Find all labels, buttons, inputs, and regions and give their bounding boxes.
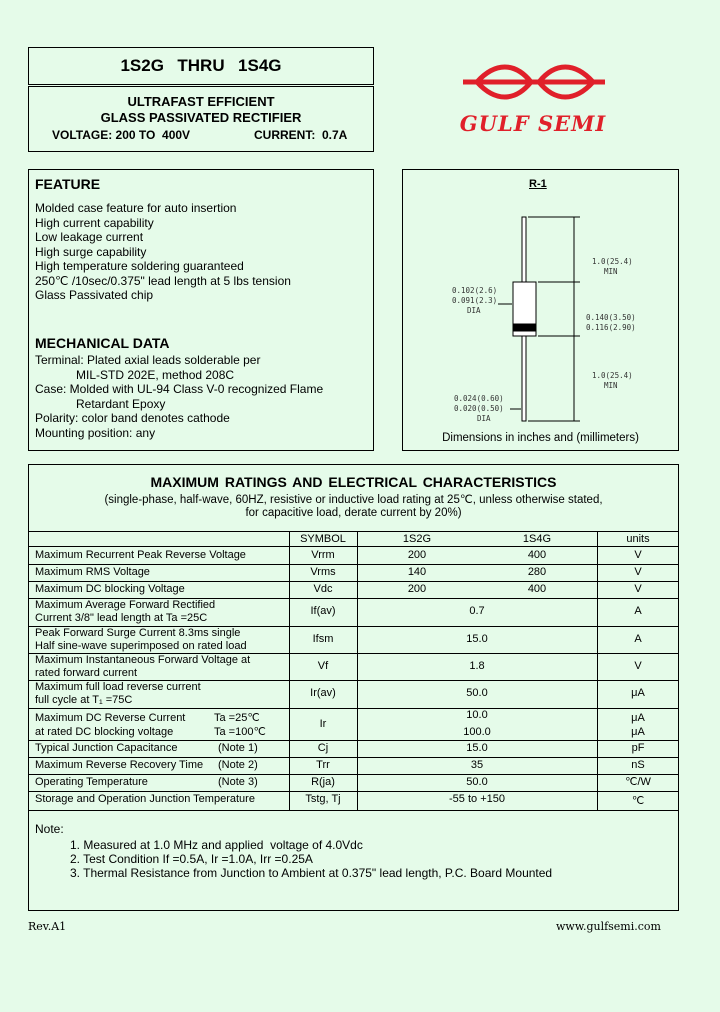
table-row-condition: (Note 3)	[218, 776, 258, 788]
mechanical-item: Mounting position: any	[35, 426, 156, 440]
ratings-title: MAXIMUM RATINGS AND ELECTRICAL CHARACTERISTICS	[150, 474, 557, 490]
table-rule	[28, 791, 679, 792]
table-row-value-1s4g: 280	[527, 566, 547, 578]
table-row-symbol: Tstg, Tj	[305, 793, 341, 805]
table-row-value-1s2g: 140	[407, 566, 427, 578]
table-row-symbol: Vrrm	[311, 549, 335, 561]
col-header-1s4g: 1S4G	[522, 533, 552, 545]
table-row-param: Peak Forward Surge Current 8.3ms single	[35, 627, 241, 639]
dim-lead-bottom-length: 1.0(25.4)	[592, 371, 633, 380]
table-row-param: Maximum RMS Voltage	[35, 566, 150, 578]
table-row-param: Current 3/8" lead length at Ta =25C	[35, 612, 208, 624]
table-row-param: Maximum Recurrent Peak Reverse Voltage	[35, 549, 246, 561]
table-row-symbol: Cj	[317, 742, 329, 754]
table-rule	[28, 757, 679, 758]
table-row-value-1s2g: 200	[407, 549, 427, 561]
table-rule	[28, 740, 679, 741]
dim-lead-dia-max: 0.024(0.60)	[454, 394, 504, 403]
note-item: 2. Test Condition If =0.5A, Ir =1.0A, Irr =0.25A	[70, 852, 313, 866]
revision-label: Rev.A1	[28, 920, 67, 933]
table-row-unit: V	[634, 549, 642, 561]
table-row-symbol: Vdc	[313, 583, 333, 595]
table-row-unit: A	[634, 605, 642, 617]
feature-item: High surge capability	[35, 245, 147, 259]
notes-heading: Note:	[35, 822, 64, 836]
feature-item: Glass Passivated chip	[35, 288, 154, 302]
table-row-value-1s4g: 400	[527, 549, 547, 561]
logo-text: GULF SEMI	[459, 111, 607, 136]
table-row-value: 15.0	[466, 633, 488, 645]
table-row-unit: V	[634, 566, 642, 578]
table-row-param: full cycle at T₁ =75C	[35, 694, 133, 706]
table-row-unit: ℃	[631, 795, 645, 807]
table-row-condition: (Note 2)	[218, 759, 258, 771]
table-row-unit: V	[634, 660, 642, 672]
table-row-value: -55 to +150	[449, 793, 505, 805]
table-row-value: 15.0	[466, 742, 488, 754]
table-rule	[28, 531, 679, 532]
dim-lead-dia-label: DIA	[477, 414, 491, 423]
table-row-unit: μA	[631, 726, 645, 738]
col-header-units: units	[626, 533, 650, 545]
mechanical-item: Case: Molded with UL-94 Class V-0 recognized Flame	[35, 382, 324, 396]
dim-body-length-max: 0.140(3.50)	[586, 313, 636, 322]
table-row-unit: nS	[631, 759, 645, 771]
dim-body-dia-min: 0.091(2.3)	[452, 296, 498, 305]
col-header-symbol: SYMBOL	[300, 533, 346, 545]
table-rule	[28, 810, 679, 811]
table-row-symbol: R(ja)	[311, 776, 335, 788]
table-row-param: at rated DC blocking voltage	[35, 726, 174, 738]
table-row-condition: Ta =25℃	[214, 712, 260, 724]
table-row-condition: Ta =100℃	[214, 726, 266, 738]
ratings-note-2: for capacitive load, derate current by 20%)	[245, 507, 462, 519]
ratings-note-1: (single-phase, half-wave, 60HZ, resistive or inductive load rating at 25℃, unless otherwise stated,	[104, 494, 603, 506]
mechanical-item: MIL-STD 202E, method 208C	[76, 368, 235, 382]
table-rule	[28, 564, 679, 565]
mechanical-heading: MECHANICAL DATA	[35, 335, 170, 351]
note-item: 3. Thermal Resistance from Junction to Ambient at 0.375" lead length, P.C. Board Mounted	[70, 866, 553, 880]
table-row-param: Typical Junction Capacitance	[35, 742, 178, 754]
table-row-param: Maximum Average Forward Rectified	[35, 599, 216, 611]
table-row-unit: A	[634, 633, 642, 645]
table-row-value: 10.0	[466, 709, 488, 721]
note-item: 1. Measured at 1.0 MHz and applied voltage of 4.0Vdc	[70, 838, 363, 852]
table-row-symbol: Ifsm	[312, 633, 334, 645]
mechanical-item: Terminal: Plated axial leads solderable per	[35, 353, 261, 367]
table-row-value-1s4g: 400	[527, 583, 547, 595]
voltage-rating: VOLTAGE: 200 TO 400V	[52, 128, 191, 142]
table-row-param: Maximum full load reverse current	[35, 681, 201, 693]
table-row-symbol: Ir(av)	[310, 687, 336, 699]
table-row-param: Operating Temperature	[35, 776, 148, 788]
website-url[interactable]: www.gulfsemi.com	[556, 920, 661, 933]
subtitle-line-2: GLASS PASSIVATED RECTIFIER	[100, 110, 302, 125]
table-rule	[28, 546, 679, 547]
mechanical-item: Polarity: color band denotes cathode	[35, 411, 230, 425]
table-row-value: 50.0	[466, 776, 488, 788]
feature-item: Molded case feature for auto insertion	[35, 201, 237, 215]
package-name: R-1	[529, 178, 547, 190]
feature-item: High temperature soldering guaranteed	[35, 259, 244, 273]
feature-item: High current capability	[35, 216, 154, 230]
package-caption: Dimensions in inches and (millimeters)	[442, 432, 639, 444]
table-row-symbol: Trr	[316, 759, 330, 771]
table-row-param: Maximum DC Reverse Current	[35, 712, 186, 724]
table-row-param: Maximum Reverse Recovery Time	[35, 759, 204, 771]
table-row-symbol: Vrms	[310, 566, 336, 578]
table-row-value: 35	[470, 759, 484, 771]
dim-body-dia-label: DIA	[467, 306, 481, 315]
table-row-param: Maximum Instantaneous Forward Voltage at	[35, 654, 251, 666]
part-title: 1S2G THRU 1S4G	[120, 56, 282, 75]
table-row-symbol: If(av)	[310, 605, 336, 617]
feature-item: 250℃ /10sec/0.375" lead length at 5 lbs tension	[35, 274, 291, 288]
table-row-unit: μA	[631, 712, 645, 724]
table-row-param: Half sine-wave superimposed on rated load	[35, 640, 247, 652]
table-row-unit: V	[634, 583, 642, 595]
dim-lead-top-min: MIN	[604, 267, 618, 276]
subtitle-line-1: ULTRAFAST EFFICIENT	[127, 94, 275, 109]
table-row-condition: (Note 1)	[218, 742, 258, 754]
table-row-unit: μA	[631, 687, 645, 699]
table-row-value: 0.7	[469, 605, 485, 617]
table-row-symbol: Vf	[317, 660, 329, 672]
current-rating: CURRENT: 0.7A	[254, 128, 348, 142]
mechanical-item: Retardant Epoxy	[76, 397, 166, 411]
table-row-value: 100.0	[463, 726, 491, 738]
diode-outline-drawing	[402, 169, 679, 451]
table-row-value: 50.0	[466, 687, 488, 699]
table-rule	[28, 774, 679, 775]
table-row-param: Storage and Operation Junction Temperature	[35, 793, 255, 805]
table-row-unit: pF	[631, 742, 645, 754]
table-row-symbol: Ir	[319, 718, 327, 730]
dim-lead-top-length: 1.0(25.4)	[592, 257, 633, 266]
dim-body-length-min: 0.116(2.90)	[586, 323, 636, 332]
feature-item: Low leakage current	[35, 230, 144, 244]
dim-lead-dia-min: 0.020(0.50)	[454, 404, 504, 413]
col-header-1s2g: 1S2G	[402, 533, 432, 545]
table-row-param: Maximum DC blocking Voltage	[35, 583, 185, 595]
table-row-unit: ℃/W	[625, 776, 651, 788]
dim-body-dia-max: 0.102(2.6)	[452, 286, 498, 295]
dim-lead-bottom-min: MIN	[604, 381, 618, 390]
table-row-value-1s2g: 200	[407, 583, 427, 595]
table-row-param: rated forward current	[35, 667, 138, 679]
table-row-value: 1.8	[469, 660, 485, 672]
feature-heading: FEATURE	[35, 176, 101, 192]
table-rule	[28, 581, 679, 582]
